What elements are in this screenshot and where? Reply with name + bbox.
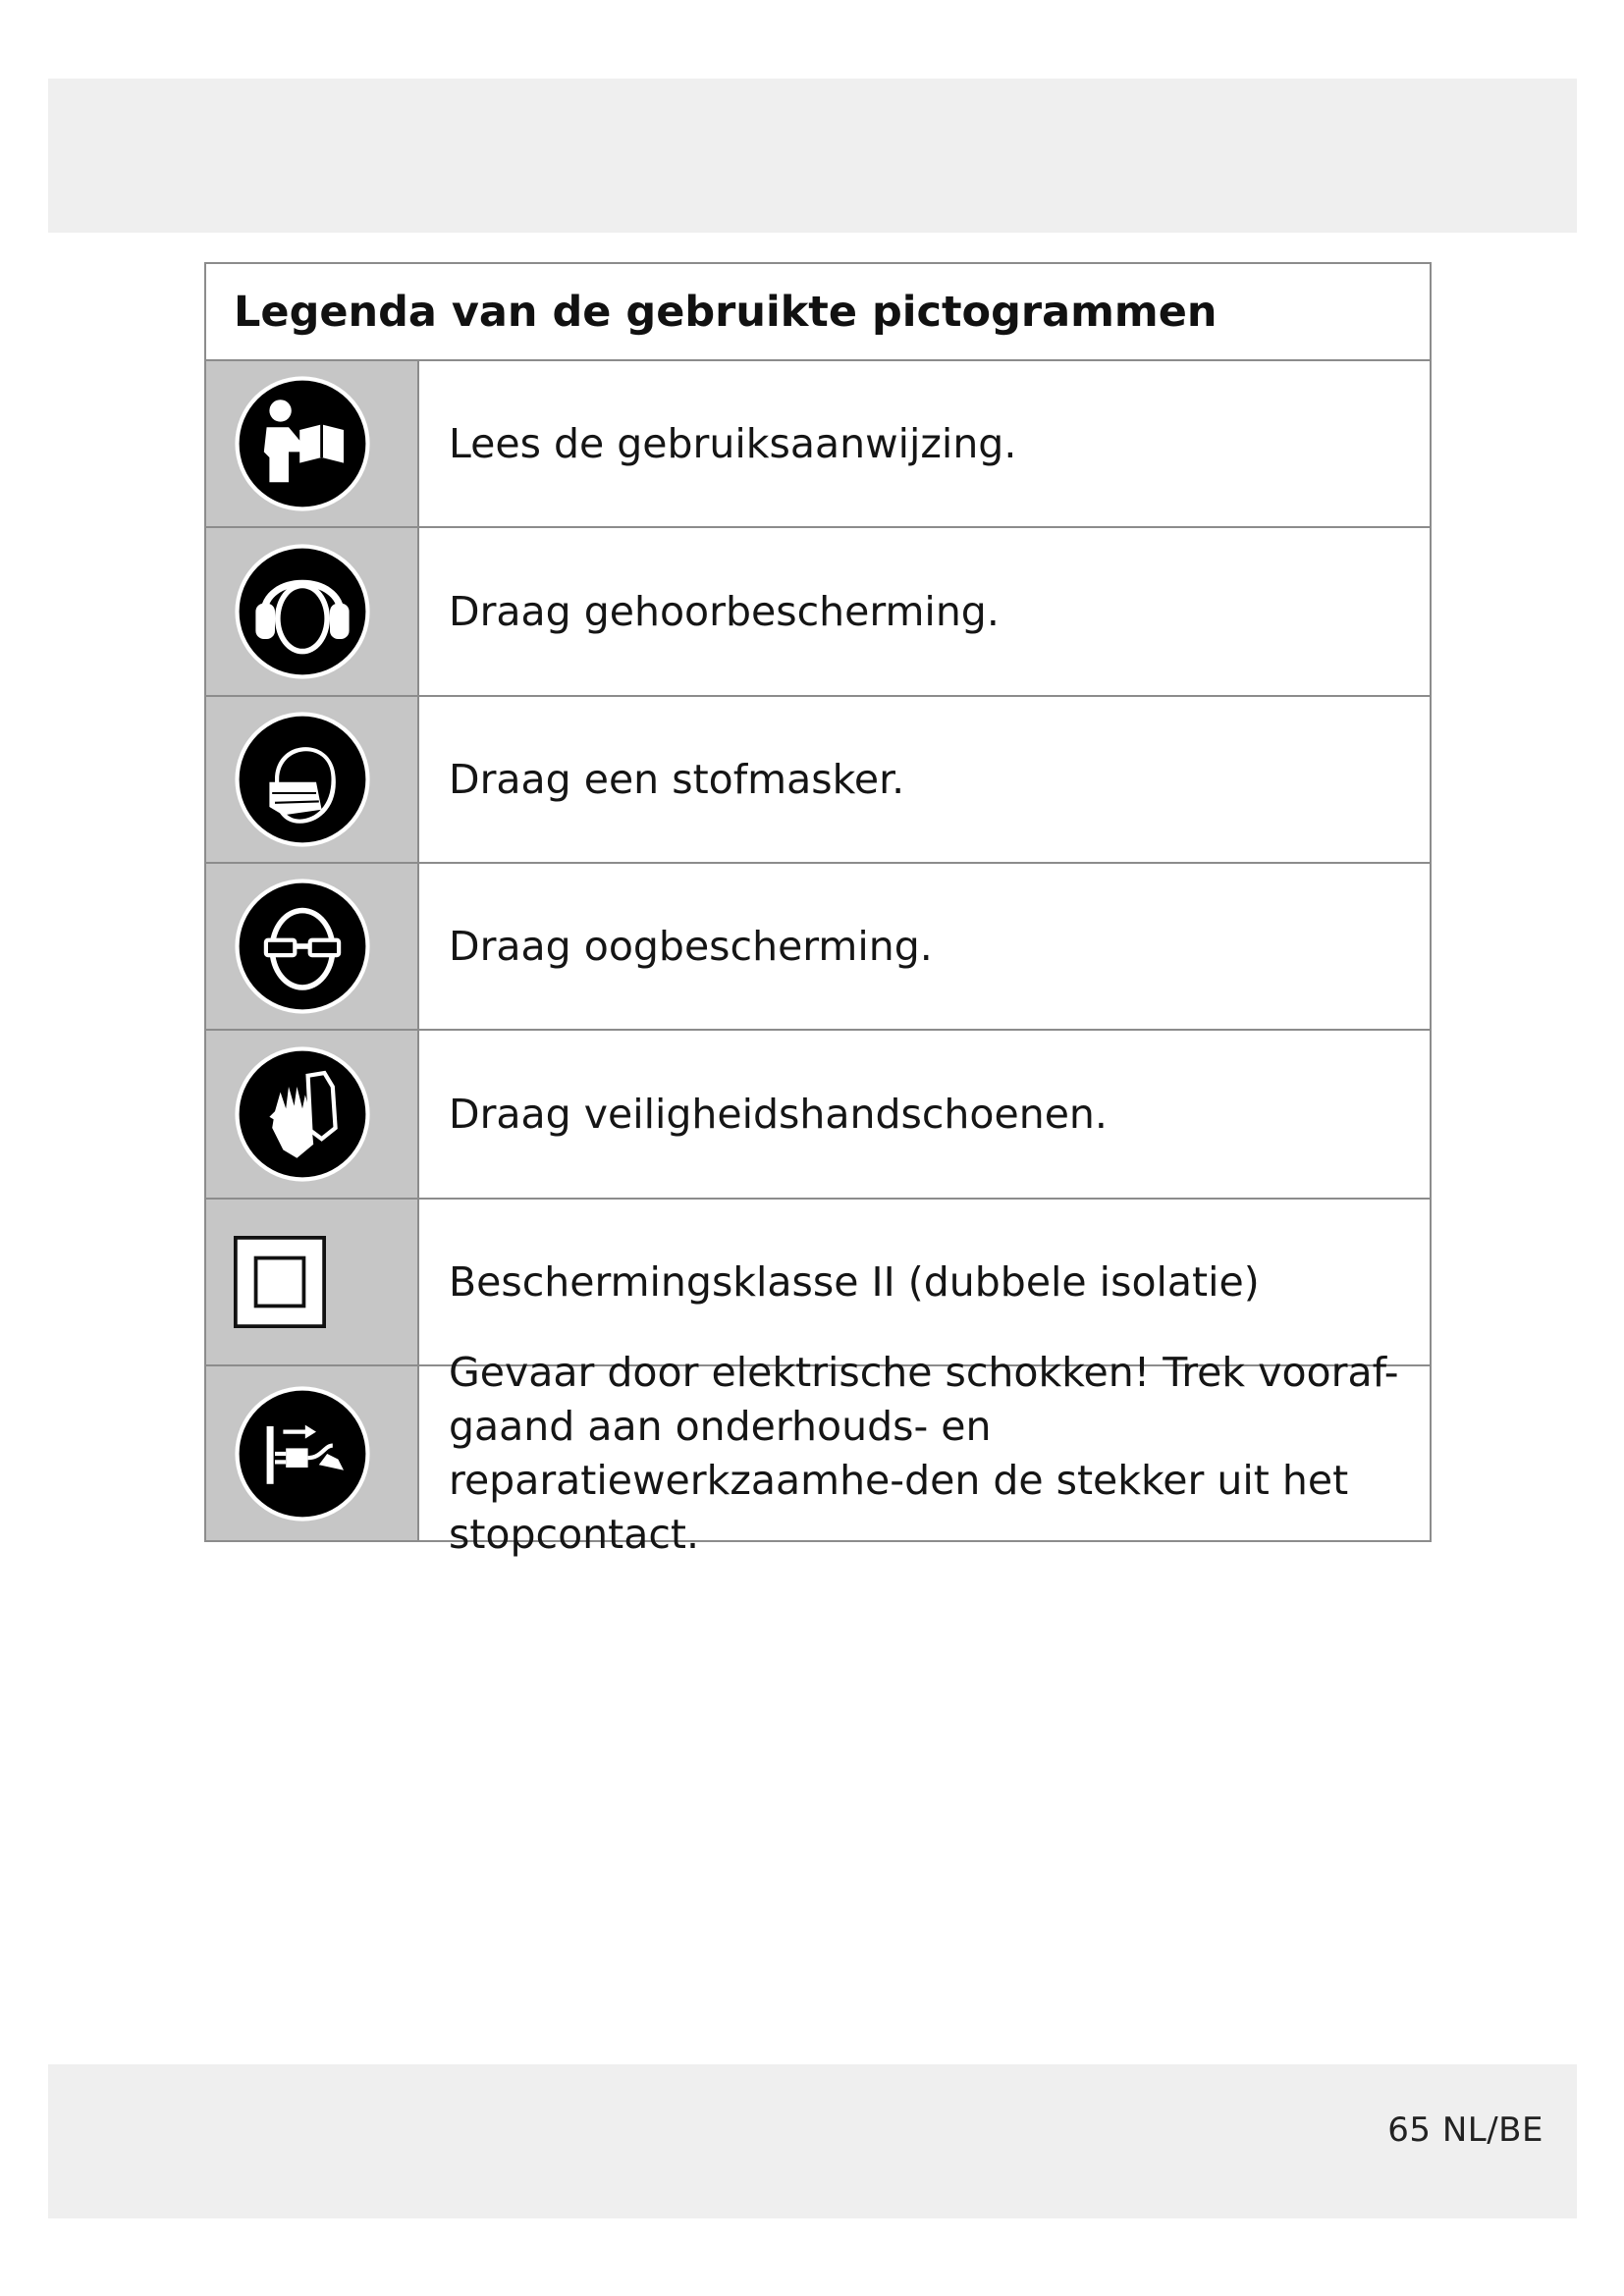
read-manual-icon: [234, 375, 371, 512]
footer-band: [48, 2064, 1577, 2218]
legend-text: Gevaar door elektrische schokken! Trek vooraf-gaand aan onderhouds- en reparatiewerkzaamhe-den de stekker uit het stopcontact.: [449, 1348, 1399, 1558]
legend-row: [206, 864, 1430, 1031]
legend-row: [206, 528, 1430, 697]
unplug-before-maintenance-icon: [234, 1385, 371, 1522]
legend-row: [206, 1348, 1430, 1558]
legend-text: Beschermingsklasse II (dubbele isolatie): [449, 1257, 1260, 1306]
legend-title: Legenda van de gebruikte pictogrammen: [206, 264, 1430, 361]
legend-text: Lees de gebruiksaanwijzing.: [449, 419, 1017, 467]
eye-protection-icon: [234, 878, 371, 1015]
legend-row: [206, 1031, 1430, 1200]
safety-gloves-icon: [234, 1045, 371, 1183]
legend-row: [206, 361, 1430, 528]
legend-row: [206, 697, 1430, 864]
pictogram-legend-table: [204, 262, 1432, 1558]
protection-class-ii-icon: [234, 1236, 326, 1328]
ear-protection-icon: [234, 543, 371, 680]
legend-text: Draag een stofmasker.: [449, 755, 905, 803]
page-number: 65 NL/BE: [1387, 2110, 1543, 2150]
dust-mask-icon: [234, 711, 371, 848]
legend-text: Draag veiligheidshandschoenen.: [449, 1090, 1108, 1138]
legend-text: Draag oogbescherming.: [449, 922, 933, 970]
legend-text: Draag gehoorbescherming.: [449, 587, 1000, 635]
header-band: [48, 79, 1577, 233]
legend-row: [206, 1200, 1430, 1366]
